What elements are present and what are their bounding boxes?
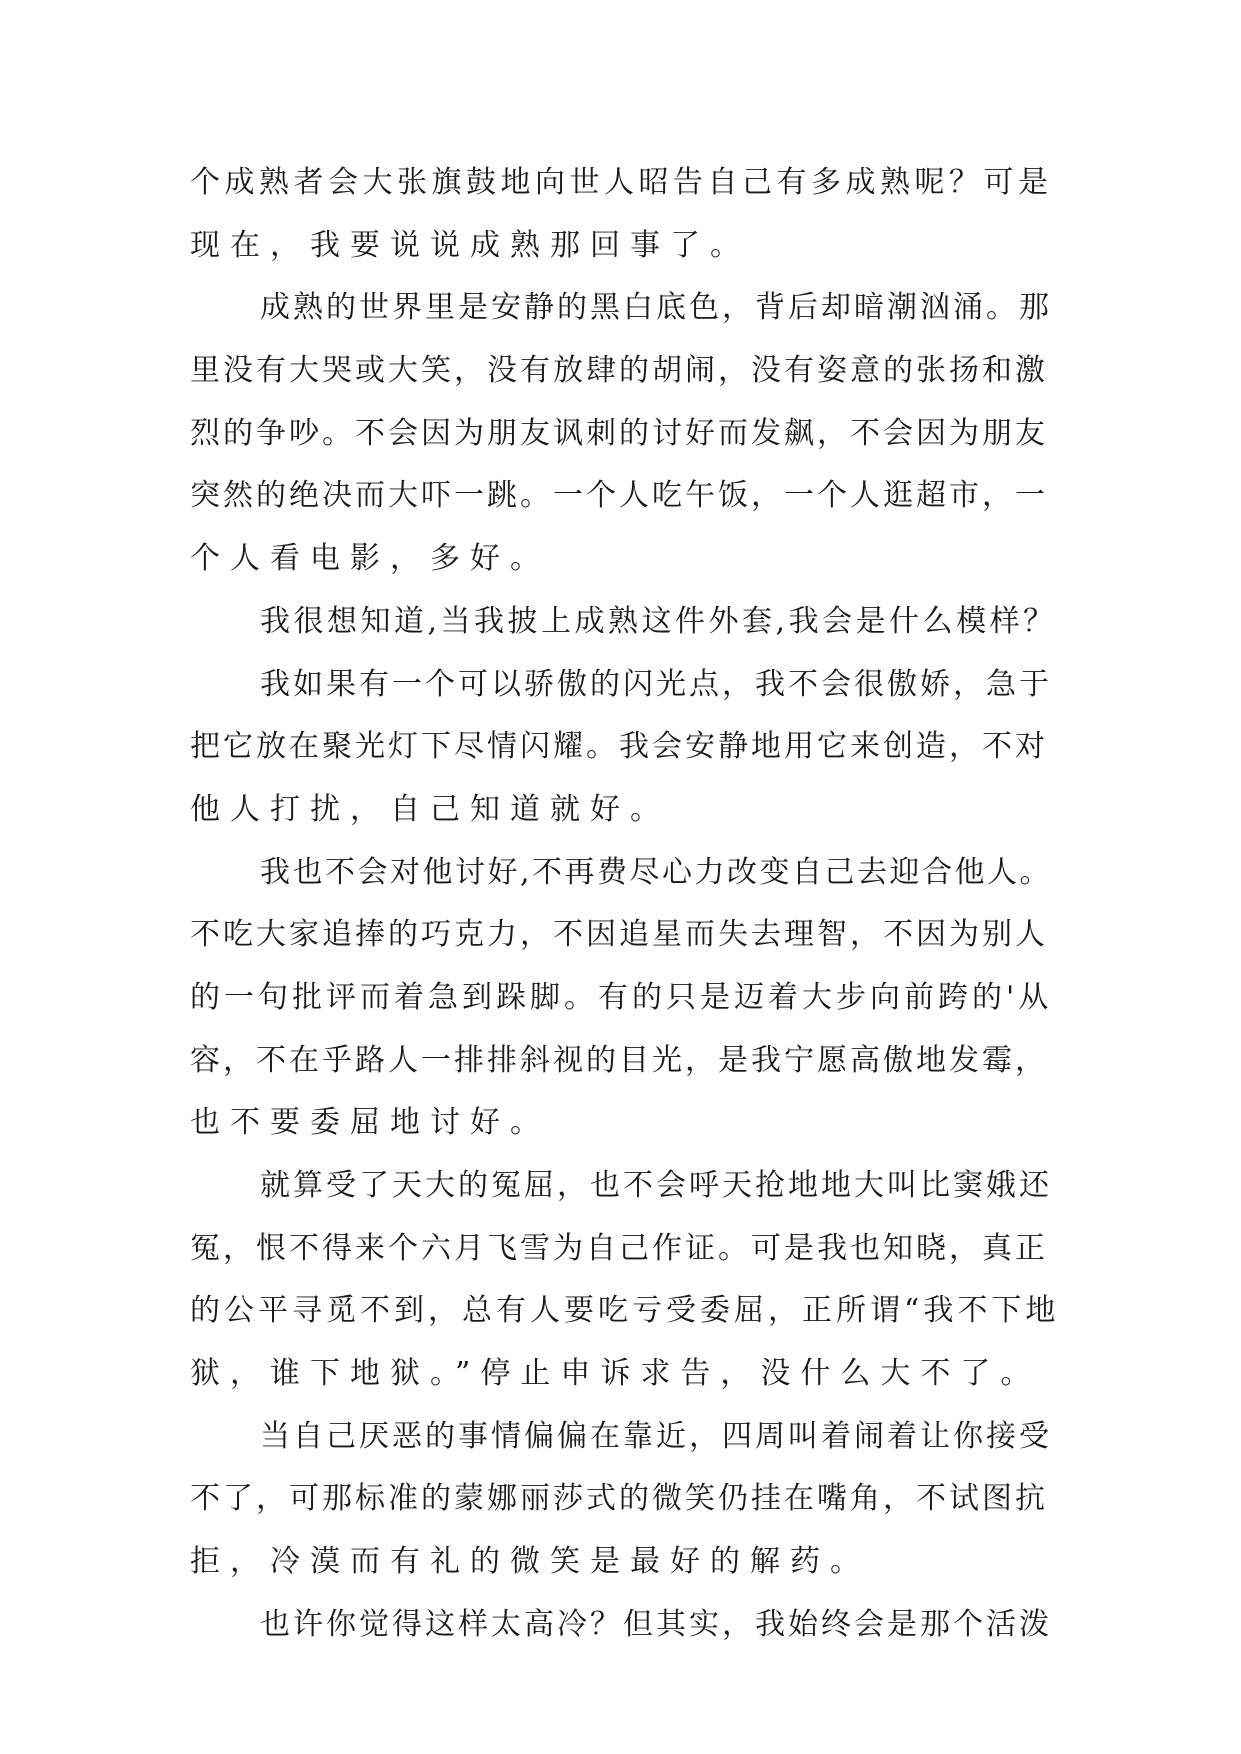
text-line: 突然的绝决而大吓一跳。一个人吃午饭，一个人逛超市，一 bbox=[190, 478, 1048, 514]
text-line: 狱，谁下地狱。”停止申诉求告，没什么大不了。 bbox=[190, 1356, 1041, 1392]
text-line: 也许你觉得这样太高冷？但其实，我始终会是那个活泼 bbox=[260, 1606, 1052, 1642]
text-line: 里没有大哭或大笑，没有放肆的胡闹，没有姿意的张扬和激 bbox=[190, 353, 1048, 389]
text-line: 拒，冷漠而有礼的微笑是最好的解药。 bbox=[190, 1544, 870, 1580]
essay-body bbox=[190, 152, 1060, 1657]
text-line: 烈的争吵。不会因为朋友讽刺的讨好而发飙，不会因为朋友 bbox=[190, 415, 1048, 451]
text-line: 我也不会对他讨好,不再费尽心力改变自己去迎合他人。 bbox=[260, 854, 1053, 890]
text-line: 我如果有一个可以骄傲的闪光点，我不会很傲娇，急于 bbox=[260, 666, 1052, 702]
text-line: 现在，我要说说成熟那回事了。 bbox=[190, 227, 750, 263]
text-line: 的一句批评而着急到跺脚。有的只是迈着大步向前跨的'从 bbox=[190, 979, 1053, 1015]
text-line: 我很想知道,当我披上成熟这件外套,我会是什么模样？ bbox=[260, 603, 1057, 639]
text-line: 也不要委屈地讨好。 bbox=[190, 1105, 550, 1141]
text-line: 成熟的世界里是安静的黑白底色，背后却暗潮汹涌。那 bbox=[260, 290, 1052, 326]
text-line: 不了，可那标准的蒙娜丽莎式的微笑仍挂在嘴角，不试图抗 bbox=[190, 1481, 1048, 1517]
text-line: 个成熟者会大张旗鼓地向世人昭告自己有多成熟呢？可是 bbox=[190, 165, 1053, 200]
text-line: 就算受了天大的冤屈，也不会呼天抢地地大叫比窦娥还 bbox=[260, 1168, 1052, 1203]
text-line: 不吃大家追捧的巧克力，不因追星而失去理智，不因为别人 bbox=[190, 917, 1048, 953]
text-line: 个人看电影，多好。 bbox=[190, 541, 550, 577]
text-line: 当自己厌恶的事情偏偏在靠近，四周叫着闹着让你接受 bbox=[260, 1418, 1052, 1454]
text-line: 的公平寻觅不到，总有人要吃亏受委屈，正所谓“我不下地 bbox=[190, 1293, 1060, 1329]
text-line: 冤，恨不得来个六月飞雪为自己作证。可是我也知晓，真正 bbox=[190, 1230, 1048, 1266]
text-line: 把它放在聚光灯下尽情闪耀。我会安静地用它来创造，不对 bbox=[190, 729, 1048, 765]
text-line: 他人打扰，自己知道就好。 bbox=[190, 791, 670, 827]
text-line: 容，不在乎路人一排排斜视的目光，是我宁愿高傲地发霉， bbox=[190, 1042, 1048, 1078]
